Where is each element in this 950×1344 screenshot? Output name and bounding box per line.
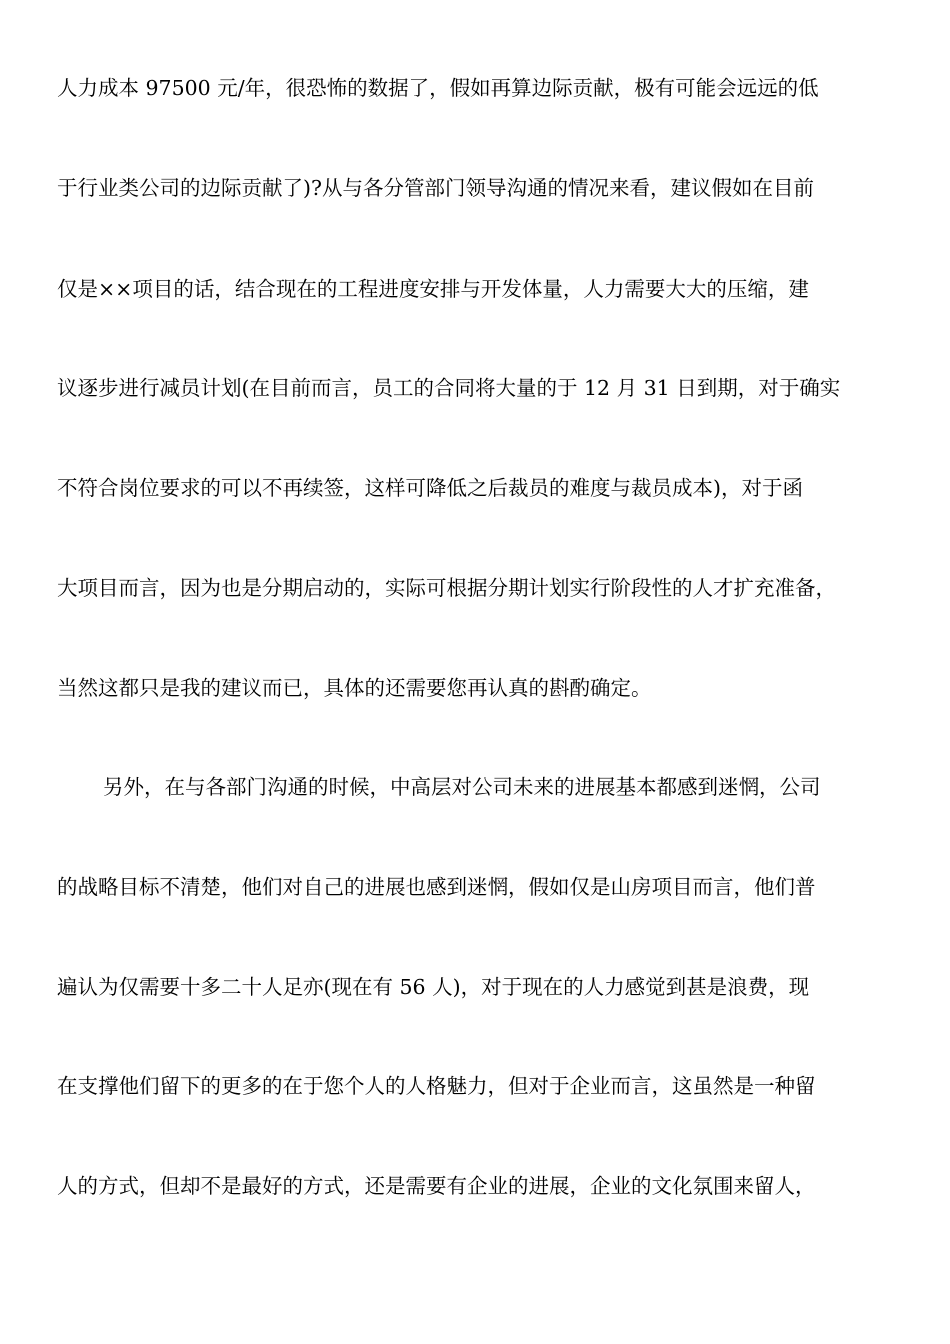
text-line-6: 大项目而言，因为也是分期启动的，实际可根据分期计划实行阶段性的人才扩充准备， [57, 576, 836, 600]
text-line-12: 人的方式，但却不是最好的方式，还是需要有企业的进展，企业的文化氛围来留人， [57, 1174, 816, 1198]
text-line-7: 当然这都只是我的建议而已，具体的还需要您再认真的斟酌确定。 [57, 676, 652, 700]
paragraph-2-first-line: 另外，在与各部门沟通的时候，中高层对公司未来的进展基本都感到迷惘，公司 [103, 775, 821, 799]
text-line-10: 遍认为仅需要十多二十人足亦(现在有 56 人)，对于现在的人力感觉到甚是浪费，现 [57, 975, 810, 999]
text-line-11: 在支撑他们留下的更多的在于您个人的人格魅力，但对于企业而言，这虽然是一种留 [57, 1074, 816, 1098]
text-line-1: 人力成本 97500 元/年，很恐怖的数据了，假如再算边际贡献，极有可能会远远的低 [57, 76, 819, 100]
text-line-3: 仅是××项目的话，结合现在的工程进度安排与开发体量，人力需要大大的压缩，建 [57, 277, 809, 301]
text-line-2: 于行业类公司的边际贡献了)?从与各分管部门领导沟通的情况来看，建议假如在目前 [57, 176, 814, 200]
text-line-4: 议逐步进行减员计划(在目前而言，员工的合同将大量的于 12 月 31 日到期，对于确实 [57, 376, 841, 400]
text-line-9: 的战略目标不清楚，他们对自己的进展也感到迷惘，假如仅是山房项目而言，他们普 [57, 875, 816, 899]
text-line-5: 不符合岗位要求的可以不再续签，这样可降低之后裁员的难度与裁员成本)，对于函 [57, 476, 803, 500]
